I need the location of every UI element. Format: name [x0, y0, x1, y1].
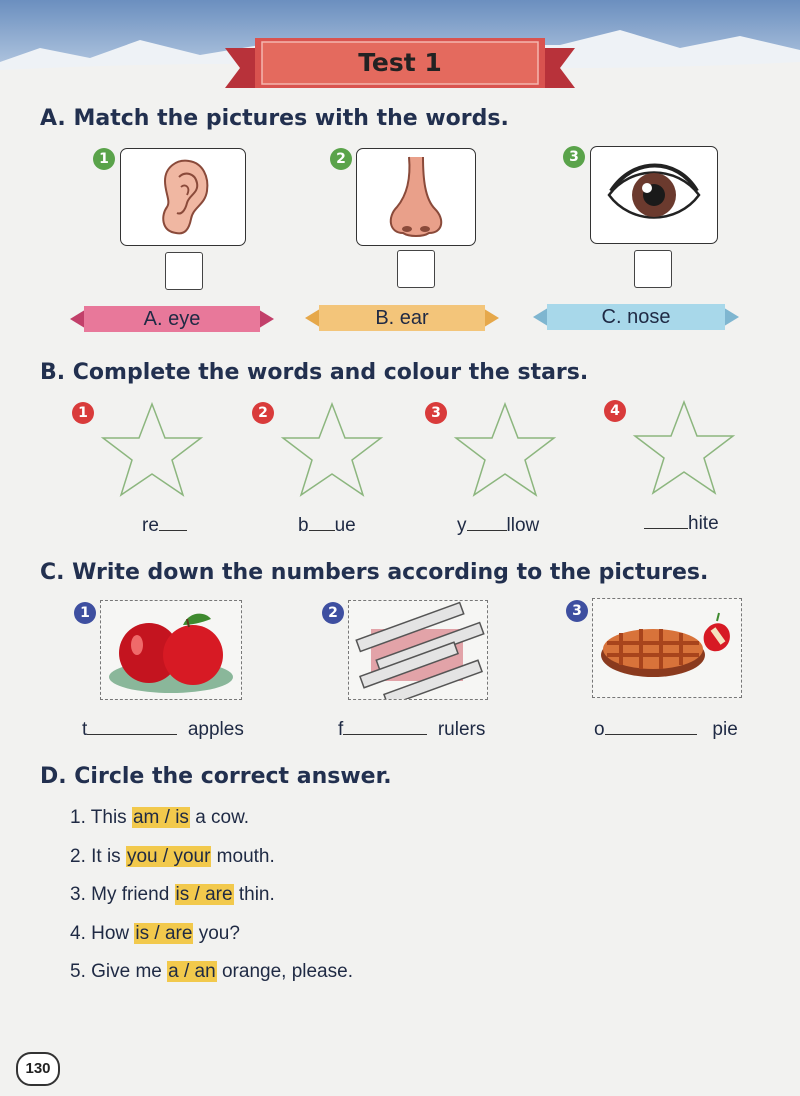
picture-number-3: 3	[563, 146, 585, 168]
picture-c-number-2: 2	[322, 602, 344, 624]
answer-choice[interactable]: you / your	[126, 846, 211, 867]
word-option-c: C. nose	[601, 306, 671, 328]
answer-box-3[interactable]	[634, 250, 672, 288]
picture-number-2: 2	[330, 148, 352, 170]
picture-frame-1	[120, 148, 246, 246]
answer-choice[interactable]: a / an	[168, 961, 216, 982]
answer-choice[interactable]: is / are	[135, 923, 193, 944]
ear-icon	[121, 149, 245, 245]
star-outline-icon[interactable]	[451, 400, 559, 500]
page-title: Test 1	[358, 48, 442, 77]
picture-c-number-1: 1	[74, 602, 96, 624]
answer-box-2[interactable]	[397, 250, 435, 288]
answer-box-1[interactable]	[165, 252, 203, 290]
blank-line[interactable]	[605, 716, 697, 735]
pie-icon	[593, 599, 741, 697]
blank-line[interactable]	[644, 510, 688, 529]
word-option-a: A. eye	[143, 308, 201, 330]
picture-frame-2	[356, 148, 476, 246]
star-number-3: 3	[425, 402, 447, 424]
question-5: 5. Give me a / an orange, please.	[70, 961, 353, 982]
answer-choice[interactable]: is / are	[175, 884, 233, 905]
blank-line[interactable]	[309, 512, 335, 531]
section-a-heading: A. Match the pictures with the words.	[40, 106, 509, 131]
count-rulers: f rulers	[338, 716, 485, 741]
picture-number-1: 1	[93, 148, 115, 170]
star-number-4: 4	[604, 400, 626, 422]
word-option-b: B. ear	[375, 307, 429, 329]
star-number-2: 2	[252, 402, 274, 424]
picture-frame-3	[590, 146, 718, 244]
picture-c-frame-3	[592, 598, 742, 698]
blank-line[interactable]	[467, 512, 507, 531]
eye-icon	[591, 147, 717, 243]
picture-c-number-3: 3	[566, 600, 588, 622]
star-number-1: 1	[72, 402, 94, 424]
rulers-icon	[349, 601, 487, 699]
question-2: 2. It is you / your mouth.	[70, 846, 275, 867]
blank-line[interactable]	[159, 512, 187, 531]
fill-word-2: b ue	[298, 512, 356, 537]
question-4: 4. How is / are you?	[70, 923, 240, 944]
blank-line[interactable]	[87, 716, 177, 735]
fill-word-4: hite	[644, 510, 719, 535]
star-outline-icon[interactable]	[98, 400, 206, 500]
star-outline-icon[interactable]	[278, 400, 386, 500]
fill-word-3: y llow	[457, 512, 539, 537]
answer-choice[interactable]: am / is	[132, 807, 189, 828]
count-apples: t apples	[82, 716, 244, 741]
count-pie: o pie	[594, 716, 738, 741]
apples-icon	[101, 601, 241, 699]
page-number: 130	[16, 1052, 60, 1086]
star-outline-icon[interactable]	[630, 398, 738, 498]
nose-icon	[357, 149, 475, 245]
picture-c-frame-2	[348, 600, 488, 700]
fill-word-1: re	[142, 512, 187, 537]
section-c-heading: C. Write down the numbers according to the pictures.	[40, 560, 709, 585]
picture-c-frame-1	[100, 600, 242, 700]
section-d-heading: D. Circle the correct answer.	[40, 764, 392, 789]
question-3: 3. My friend is / are thin.	[70, 884, 275, 905]
blank-line[interactable]	[343, 716, 427, 735]
section-b-heading: B. Complete the words and colour the stars.	[40, 360, 589, 385]
question-1: 1. This am / is a cow.	[70, 807, 250, 828]
